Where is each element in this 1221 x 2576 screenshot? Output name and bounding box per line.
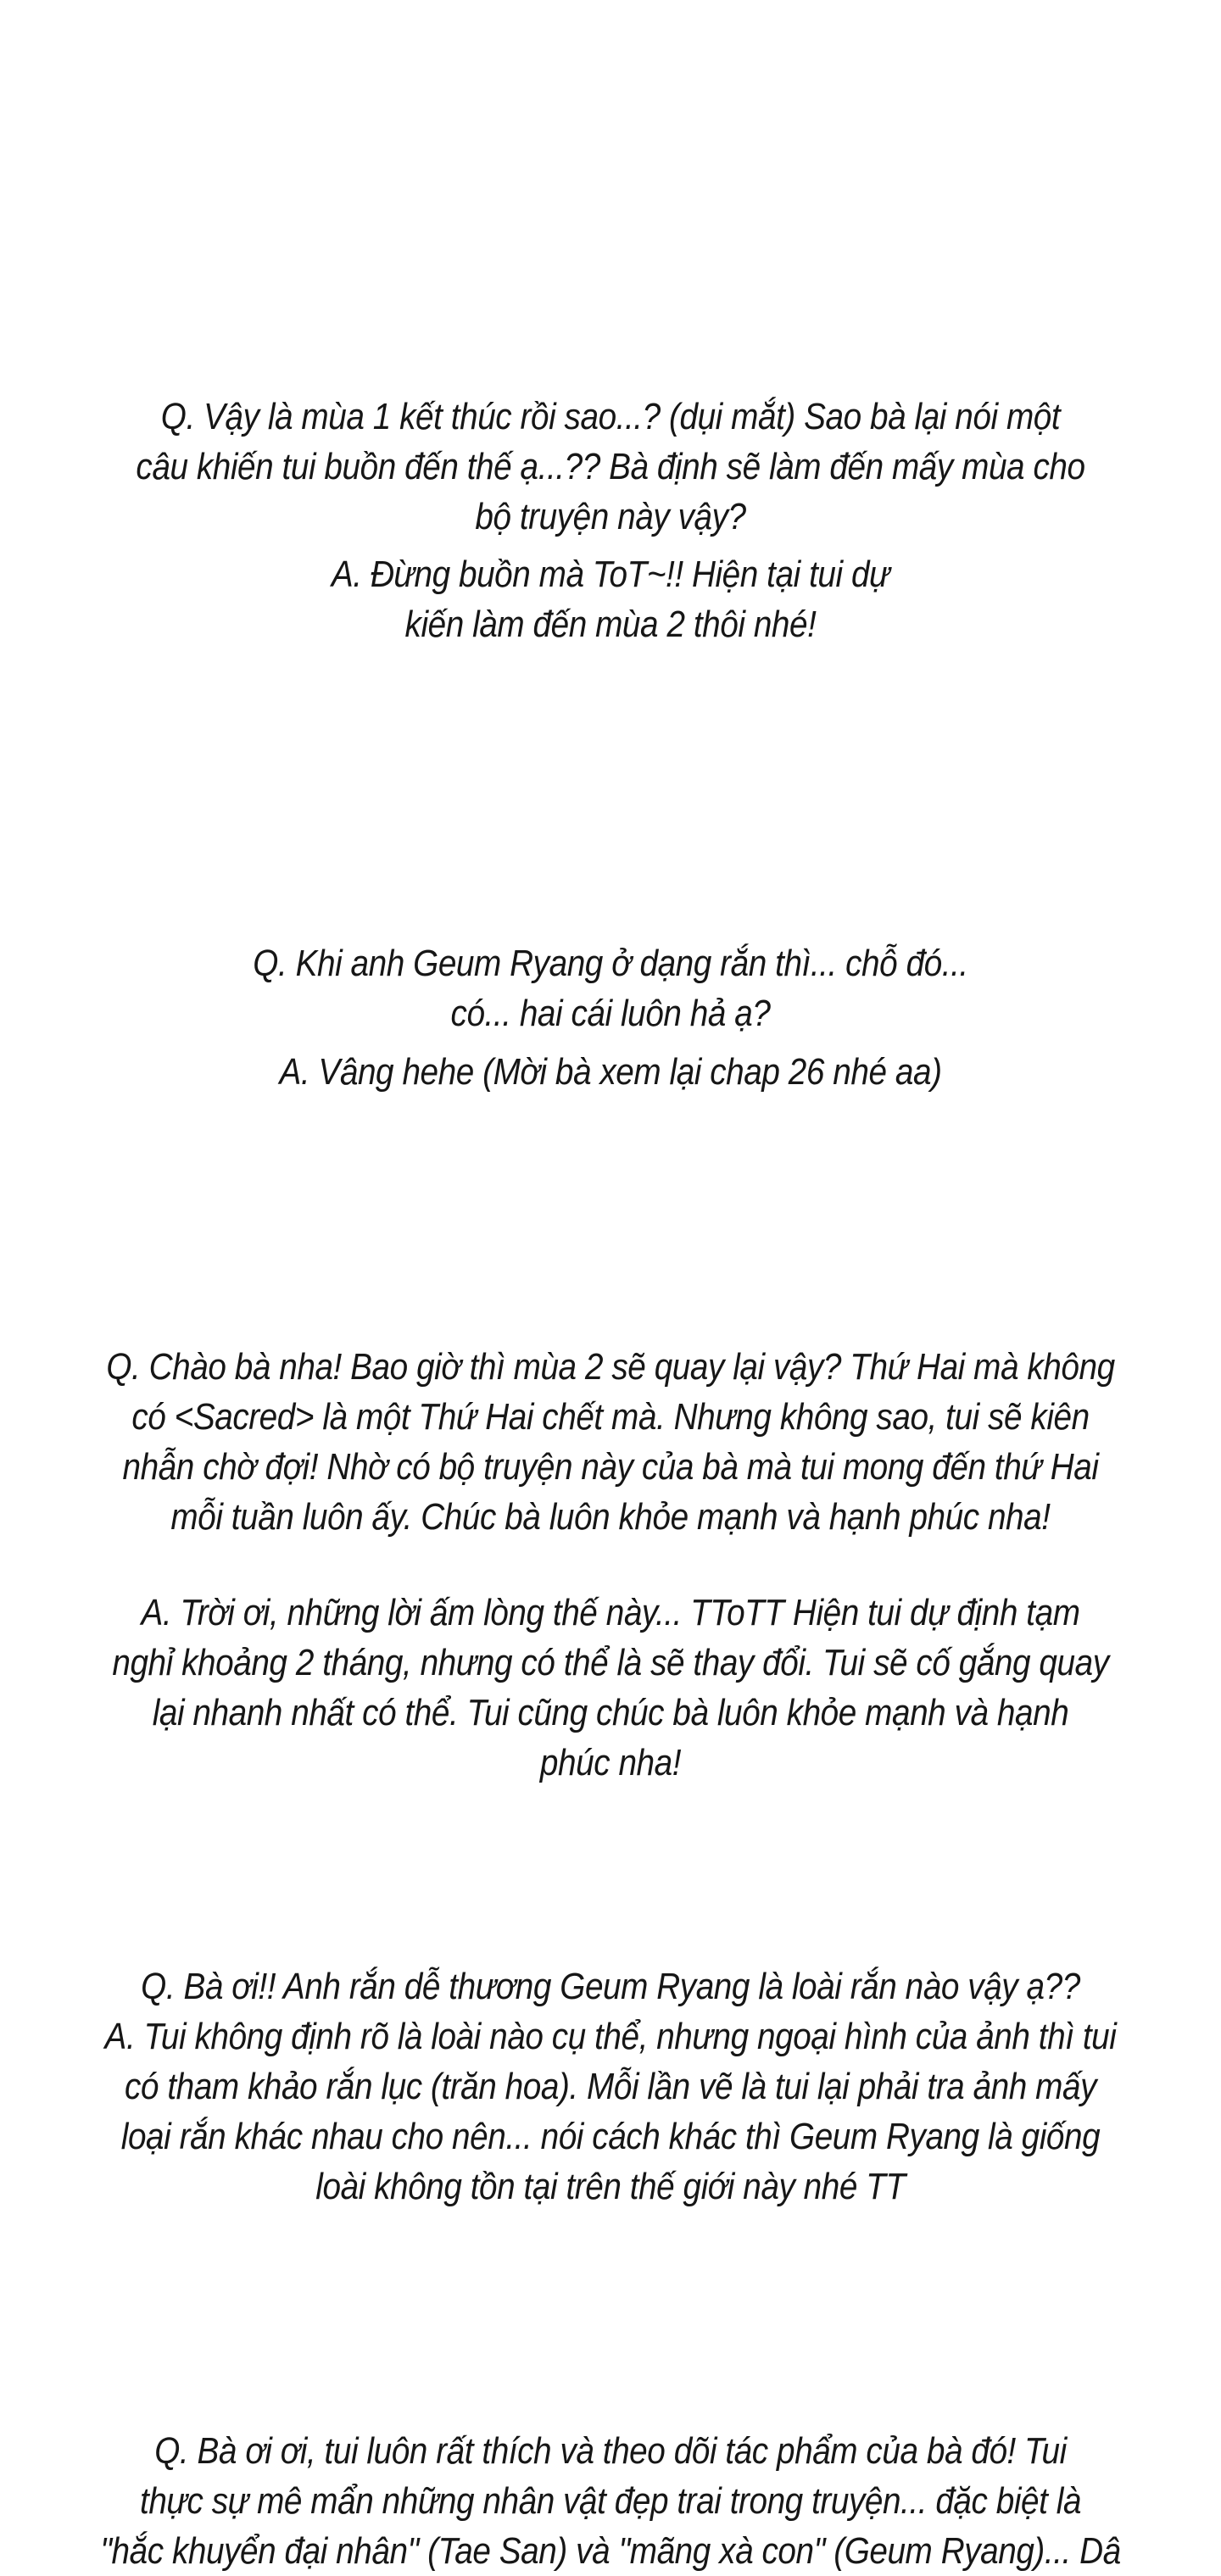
qa3-answer-line-3: lại nhanh nhất có thể. Tui cũng chúc bà luôn khỏe mạnh và hạnh: [152, 1692, 1069, 1733]
qa2-question-line-2: có... hai cái luôn hả ạ?: [450, 993, 771, 1034]
qa1-answer: [73, 549, 1147, 649]
qa4-answer-line-1: A. Tui không định rõ là loài nào cụ thể, nhưng ngoại hình của ảnh thì tui: [104, 2016, 1117, 2057]
qa4-answer-line-2: có tham khảo rắn lục (trăn hoa). Mỗi lần vẽ là tui lại phải tra ảnh mấy: [124, 2066, 1097, 2107]
qa4-answer-line-3: loại rắn khác nhau cho nên... nói cách khác thì Geum Ryang là giống: [120, 2116, 1101, 2157]
qa1-answer-line-1: A. Đừng buồn mà ToT~!! Hiện tại tui dự: [331, 554, 890, 595]
qa3-question-line-2: có <Sacred> là một Thứ Hai chết mà. Nhưng không sao, tui sẽ kiên: [131, 1396, 1090, 1438]
qa3-answer: [73, 1588, 1147, 1788]
qa2-question-line-1: Q. Khi anh Geum Ryang ở dạng rắn thì... chỗ đó...: [253, 943, 968, 984]
qa1-question-line-1: Q. Vậy là mùa 1 kết thúc rồi sao...? (dụi mắt) Sao bà lại nói một: [160, 396, 1061, 437]
qa5-question-line-3-clipped: "hắc khuyển đại nhân" (Tae San) và "mãng xà con" (Geum Ryang)... Dâ: [100, 2530, 1121, 2572]
qa3-question-line-1: Q. Chào bà nha! Bao giờ thì mùa 2 sẽ quay lại vậy? Thứ Hai mà không: [106, 1346, 1115, 1388]
qa3-answer-line-1: A. Trời ơi, những lời ấm lòng thế này... TToTT Hiện tui dự định tạm: [141, 1592, 1080, 1633]
qa5-question: [73, 2426, 1147, 2576]
qa3-question-line-4: mỗi tuần luôn ấy. Chúc bà luôn khỏe mạnh và hạnh phúc nha!: [170, 1496, 1051, 1538]
qa1-question-line-3: bộ truyện này vậy?: [475, 496, 746, 537]
qa5-question-line-1: Q. Bà ơi ơi, tui luôn rất thích và theo dõi tác phẩm của bà đó! Tui: [154, 2430, 1067, 2472]
qa4-question-and-answer: [73, 1961, 1147, 2212]
qa2-answer-line-1: A. Vâng hehe (Mời bà xem lại chap 26 nhé aa): [279, 1051, 942, 1093]
qa1-question-line-2: câu khiến tui buồn đến thế ạ...?? Bà định sẽ làm đến mấy mùa cho: [136, 446, 1085, 487]
qa3-question-line-3: nhẫn chờ đợi! Nhờ có bộ truyện này của bà mà tui mong đến thứ Hai: [122, 1446, 1099, 1488]
qa2-answer: [73, 1047, 1147, 1097]
qa1-answer-line-2: kiến làm đến mùa 2 thôi nhé!: [404, 604, 817, 645]
qa5-question-line-2: thực sự mê mẩn những nhân vật đẹp trai trong truyện... đặc biệt là: [139, 2480, 1082, 2522]
qa4-question-line-1: Q. Bà ơi!! Anh rắn dễ thương Geum Ryang là loài rắn nào vậy ạ??: [141, 1966, 1080, 2007]
qa3-answer-line-2: nghỉ khoảng 2 tháng, nhưng có thể là sẽ thay đổi. Tui sẽ cố gắng quay: [112, 1642, 1109, 1683]
qa2-question: [73, 938, 1147, 1038]
qa1-question: [73, 392, 1147, 542]
qa3-answer-line-4: phúc nha!: [539, 1742, 682, 1783]
qa3-question: [73, 1342, 1147, 1542]
qa4-answer-line-4: loài không tồn tại trên thế giới này nhé TT: [315, 2166, 906, 2207]
